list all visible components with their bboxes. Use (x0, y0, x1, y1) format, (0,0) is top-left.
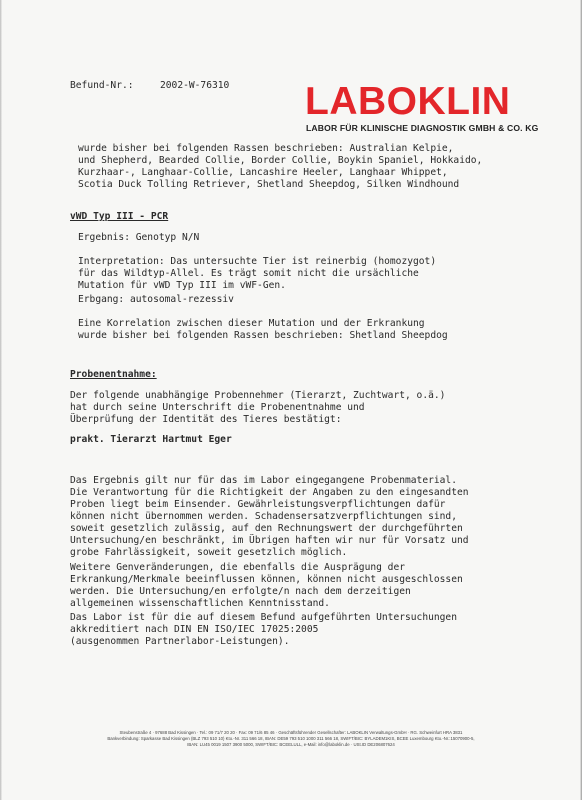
page-footer (60, 730, 522, 748)
vwd-ergebnis: Ergebnis: Genotyp N/N (78, 232, 200, 243)
disclaimer-line: akkreditiert nach DIN EN ISO/IEC 17025:2005 (70, 624, 319, 635)
disclaimer-line: soweit gesetzlich zulässig, auf den Rechnungswert der durchgeführten (70, 523, 463, 534)
intro-breed-list (78, 143, 482, 191)
probe-heading: Probenentnahme: (70, 369, 157, 380)
disclaimer-paragraph-2 (70, 562, 463, 610)
left-scan-edge (0, 0, 2, 800)
disclaimer-line: Weitere Genveränderungen, die ebenfalls die Ausprägung der (70, 562, 406, 573)
vwd-korrelation (78, 318, 448, 342)
intro-line: Kurzhaar-, Langhaar-Collie, Lancashire Heeler, Langhaar Whippet, (78, 167, 448, 178)
vwd-erbgang: Erbgang: autosomal-rezessiv (78, 294, 234, 305)
disclaimer-paragraph-3 (70, 612, 457, 648)
logo-subtitle: LABOR FÜR KLINISCHE DIAGNOSTIK GMBH & CO. KG (306, 123, 539, 133)
vwd-interpretation (78, 256, 436, 292)
disclaimer-line: können nicht übernommen werden. Schadensersatzverpflichtungen sind, (70, 511, 457, 522)
probe-line: hat durch seine Unterschrift die Probenentnahme und (70, 402, 365, 413)
interpretation-line: Interpretation: Das untersuchte Tier ist reinerbig (homozygot) (78, 256, 437, 267)
probe-line: Überprüfung der Identität des Tieres bestätigt: (70, 414, 342, 425)
footer-contact-line: IBAN: LU45 0019 1507 3900 5000, SWIFT/BIC: BCEELULL, e-Mail: info@laboklin.de · USt.ID DE206807624 (187, 742, 395, 747)
befund-number: 2002-W-76310 (160, 80, 230, 91)
disclaimer-line: Das Labor ist für die auf diesem Befund aufgeführten Untersuchungen (70, 612, 457, 623)
korrelation-line: wurde bisher bei folgenden Rassen beschrieben: Shetland Sheepdog (78, 330, 448, 341)
interpretation-line: Mutation für vWD Typ III im vWF-Gen. (78, 280, 286, 291)
intro-line: Scotia Duck Tolling Retriever, Shetland Sheepdog, Silken Windhound (78, 179, 460, 190)
laboklin-logo: LABOKLIN (305, 80, 511, 123)
vet-name: prakt. Tierarzt Hartmut Eger (70, 434, 232, 445)
disclaimer-line: Die Verantwortung für die Richtigkeit der Angaben zu den eingesandten (70, 487, 469, 498)
disclaimer-line: allgemeinen wissenschaftlichen Kenntnisstand. (70, 598, 330, 609)
footer-bank-line: Bankverbindung: Sparkasse Bad Kissingen (BLZ 793 510 10) Kto.-Nr. 311 566 18, IBAN: DE59 793 510 1000 311 566 18, SWIFT/BIC: BYLADEM1KIS, BCEE Luxembourg Kto.-Nr.:15070900-5, (107, 736, 475, 741)
disclaimer-line: Proben liegt beim Einsender. Gewährleistungsverpflichtungen dafür (70, 499, 446, 510)
disclaimer-line: (ausgenommen Partnerlabor-Leistungen). (70, 636, 290, 647)
korrelation-line: Eine Korrelation zwischen dieser Mutation und der Erkrankung (78, 318, 425, 329)
disclaimer-line: werden. Die Untersuchung/en erfolgte/n nach dem derzeitigen (70, 586, 411, 597)
disclaimer-line: grobe Fahrlässigkeit, soweit gesetzlich möglich. (70, 547, 348, 558)
probe-line: Der folgende unabhängige Probennehmer (Tierarzt, Zuchtwart, o.ä.) (70, 390, 446, 401)
vwd-heading: vWD Typ III - PCR (70, 211, 169, 222)
befund-label: Befund-Nr.: (70, 80, 134, 91)
disclaimer-line: Untersuchung/en beschränkt, im Übrigen haften wir nur für Vorsatz und (70, 535, 469, 546)
probe-text (70, 390, 445, 426)
intro-line: wurde bisher bei folgenden Rassen beschrieben: Australian Kelpie, (78, 143, 454, 154)
disclaimer-line: Das Ergebnis gilt nur für das im Labor eingegangene Probenmaterial. (70, 475, 457, 486)
disclaimer-paragraph-1 (70, 475, 469, 559)
intro-line: und Shepherd, Bearded Collie, Border Collie, Boykin Spaniel, Hokkaido, (78, 155, 483, 166)
footer-address-line: Steubenstraße 4 · 97688 Bad Kissingen · Tel.: 09 71/7 20 20 · Fax: 09 71/6 85 46 · Geschäftsführender Gesellschafter: LABOKLIN Verwaltungs-GmbH · RG. Schweinfurt HRA 3831 (119, 730, 463, 735)
interpretation-line: für das Wildtyp-Allel. Es trägt somit nicht die ursächliche (78, 268, 419, 279)
disclaimer-line: Erkrankung/Merkmale beeinflussen können, können nicht ausgeschlossen (70, 574, 463, 585)
